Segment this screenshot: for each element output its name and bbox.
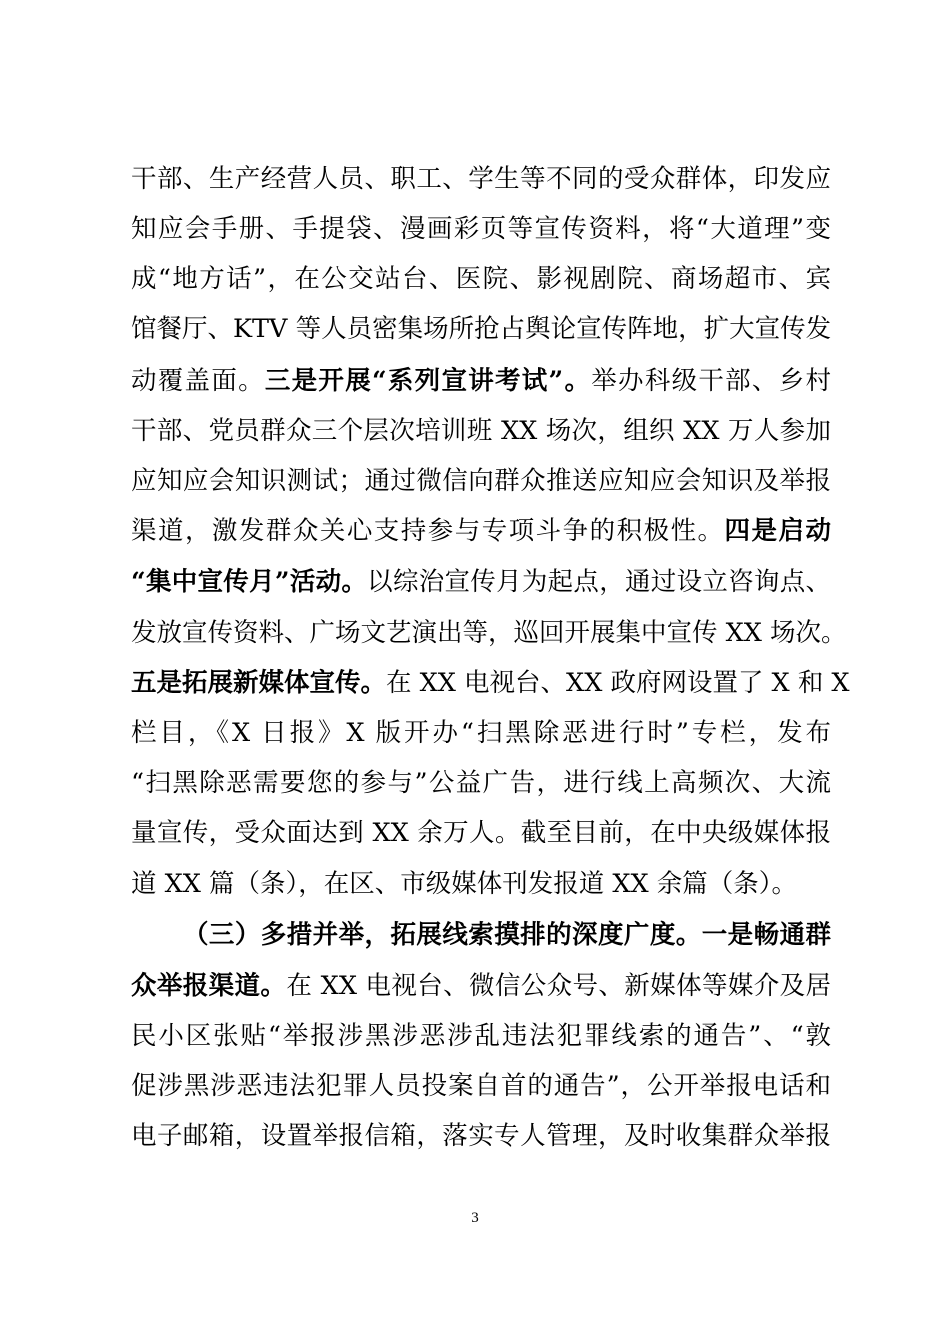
text-line: [131, 811, 831, 855]
text-line: [131, 157, 831, 201]
text-line: [131, 207, 831, 251]
text-line: [131, 1064, 831, 1108]
text-run: 电子邮箱，设置举报信箱，落实专人管理，及时收集群众举报: [131, 1121, 831, 1151]
text-line: [183, 913, 831, 957]
text-line: [131, 964, 831, 1008]
text-run: 以综治宣传月为起点，通过设立咨询点、: [367, 567, 831, 597]
bold-text-run: “集中宣传月”活动。: [131, 567, 368, 597]
text-run: 在 XX 电视台、XX 政府网设置了 X 和 X: [386, 668, 850, 698]
text-run: 渠道，激发群众关心支持参与专项斗争的积极性。: [131, 516, 725, 546]
text-run: 成“地方话”，在公交站台、医院、影视剧院、商场超市、宾: [131, 264, 831, 294]
text-run: “扫黑除恶需要您的参与”公益广告，进行线上高频次、大流: [131, 768, 831, 798]
text-run: 应知应会知识测试；通过微信向群众推送应知应会知识及举报: [131, 466, 831, 496]
text-line: [131, 409, 831, 453]
text-line: [131, 459, 831, 503]
text-run: 馆餐厅、KTV 等人员密集场所抢占舆论宣传阵地，扩大宣传发: [131, 314, 832, 344]
text-run: 发放宣传资料、广场文艺演出等，巡回开展集中宣传 XX 场次。: [131, 618, 847, 648]
text-run: 在 XX 电视台、微信公众号、新媒体等媒介及居: [286, 971, 831, 1001]
text-run: 道 XX 篇（条），在区、市级媒体刊发报道 XX 余篇（条）。: [131, 869, 798, 899]
text-line: [131, 1114, 831, 1158]
text-run: 举办科级干部、乡村: [591, 366, 831, 396]
text-run: 动覆盖面。: [131, 366, 265, 396]
text-line: [131, 862, 831, 906]
bold-text-run: 三是开展“系列宣讲考试”。: [264, 366, 592, 396]
page-number: 3: [471, 1210, 479, 1226]
bold-text-run: 四是启动: [724, 516, 831, 546]
text-run: 知应会手册、手提袋、漫画彩页等宣传资料，将“大道理”变: [131, 214, 831, 244]
text-run: 干部、生产经营人员、职工、学生等不同的受众群体，印发应: [131, 164, 831, 194]
text-run: 干部、党员群众三个层次培训班 XX 场次，组织 XX 万人参加: [131, 416, 831, 446]
bold-text-run: （三）多措并举，拓展线索摸排的深度广度。一是畅通群: [183, 920, 831, 950]
text-line: [131, 611, 847, 655]
text-line: [131, 560, 831, 604]
text-line: [131, 509, 831, 553]
bold-text-run: 众举报渠道。: [131, 971, 287, 1001]
text-run: 促涉黑涉恶违法犯罪人员投案自首的通告”，公开举报电话和: [131, 1071, 831, 1101]
text-run: 量宣传，受众面达到 XX 余万人。截至目前，在中央级媒体报: [131, 818, 831, 848]
text-line: [131, 257, 831, 301]
text-run: 民小区张贴“举报涉黑涉恶涉乱违法犯罪线索的通告”、“敦: [131, 1021, 831, 1051]
text-run: 栏目，《X 日报》X 版开办“扫黑除恶进行时”专栏，发布: [131, 718, 831, 748]
text-line: [131, 307, 831, 351]
bold-text-run: 五是拓展新媒体宣传。: [131, 668, 387, 698]
text-line: [131, 1014, 831, 1058]
text-line: [131, 661, 850, 705]
text-line: [131, 359, 831, 403]
text-line: [131, 711, 831, 755]
text-line: [131, 761, 831, 805]
